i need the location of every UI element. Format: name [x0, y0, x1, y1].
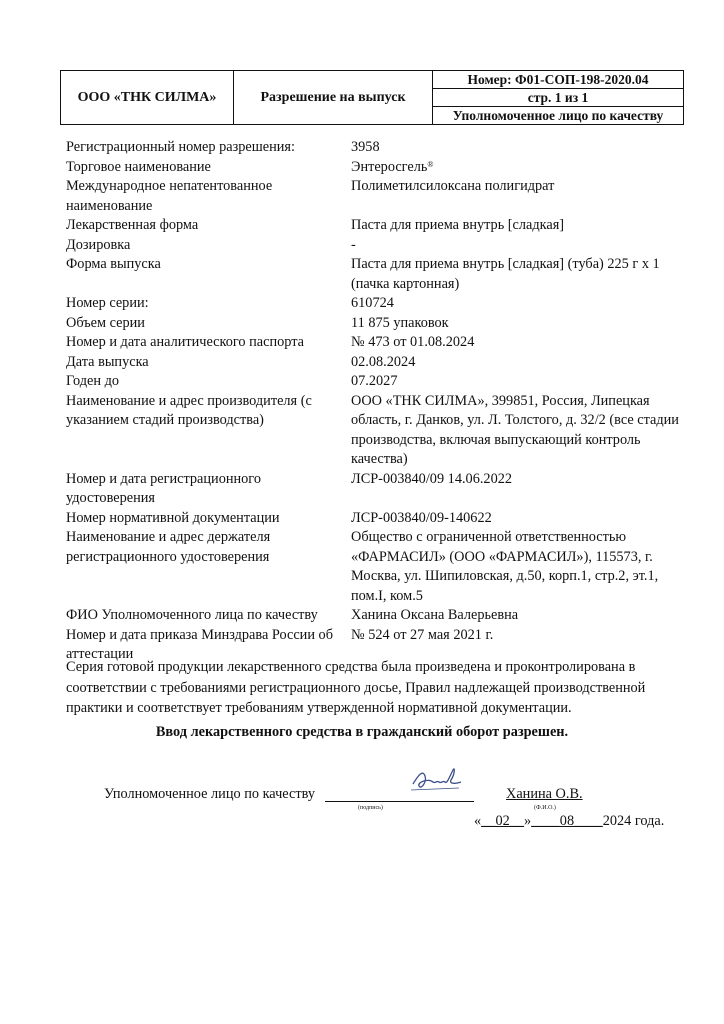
signature-line: [325, 801, 474, 802]
field-label: Номер и дата приказа Минздрава России об аттестации: [66, 626, 333, 662]
field-row: [66, 158, 686, 178]
signature-block: [104, 786, 704, 816]
field-value: № 473 от 01.08.2024: [351, 334, 475, 350]
field-row: [66, 606, 686, 626]
date-open-quote: «: [474, 813, 482, 829]
field-value: ООО «ТНК СИЛМА», 399851, Россия, Липецкая область, г. Данков, ул. Л. Толстого, д. 32/2 (все стадии производства, включая выпускающий контроль качества): [351, 392, 679, 467]
signatory-name: Ханина О.В.: [506, 786, 583, 802]
field-label: Номер и дата регистрационного удостоверения: [66, 470, 261, 506]
signature-caption: (подпись): [358, 805, 383, 811]
field-value: ЛСР-003840/09 14.06.2022: [351, 470, 513, 487]
field-row: [66, 392, 686, 470]
field-value: Паста для приема внутрь [сладкая]: [351, 217, 565, 233]
page-number: стр. 1 из 1: [433, 89, 684, 107]
field-label: Международное непатентованное наименование: [66, 178, 273, 214]
field-label: Форма выпуска: [66, 256, 161, 272]
document-title: Разрешение на выпуск: [234, 71, 433, 125]
field-row: [66, 372, 686, 392]
date-day: __02__: [481, 813, 525, 829]
field-row: [66, 177, 686, 216]
field-value: -: [351, 236, 356, 253]
field-row: [66, 509, 686, 529]
field-label: Дата выпуска: [66, 353, 149, 370]
field-label: Номер и дата аналитического паспорта: [66, 334, 304, 350]
field-value: 07.2027: [351, 373, 398, 389]
field-label: Номер серии:: [66, 295, 149, 311]
registered-mark: ®: [427, 159, 434, 169]
field-label: Регистрационный номер разрешения:: [66, 139, 295, 155]
field-value: 610724: [351, 295, 394, 311]
field-row: [66, 216, 686, 236]
field-row: [66, 236, 686, 256]
date-year: 2024 года.: [602, 813, 665, 829]
role-title: Уполномоченное лицо по качеству: [433, 107, 684, 125]
field-row: [66, 294, 686, 314]
field-value: ЛСР-003840/09-140622: [351, 509, 492, 526]
trade-name: Энтеросгель: [351, 158, 428, 175]
field-row: [66, 528, 686, 606]
signature-label: Уполномоченное лицо по качеству: [104, 786, 315, 802]
field-value: 11 875 упаковок: [351, 314, 449, 331]
field-value: 3958: [351, 139, 380, 155]
field-label: Объем серии: [66, 314, 145, 331]
field-row: [66, 470, 686, 509]
fields-list: [66, 138, 686, 665]
date-month: ____08____: [531, 813, 603, 829]
field-value: Ханина Оксана Валерьевна: [351, 607, 519, 623]
release-statement: Серия готовой продукции лекарственного средства была произведена и проконтролирована в соответствии с требованиями регистрационного досье, Правил надлежащей производственной практики и соответствует требованиям утвержденной нормативной документации.: [66, 659, 646, 716]
field-value: 02.08.2024: [351, 353, 416, 370]
field-value: Общество с ограниченной ответственностью «ФАРМАСИЛ» (ООО «ФАРМАСИЛ»), 115573, г. Москва, ул. Шипиловская, д.50, корп.1, стр.2, эт.1, пом.I, ком.5: [351, 529, 659, 604]
field-row: [66, 255, 686, 294]
name-caption: (Ф.И.О.): [534, 805, 556, 811]
document-number: Номер: Ф01-СОП-198-2020.04: [433, 71, 684, 89]
field-label: Наименование и адрес производителя (с указанием стадий производства): [66, 392, 312, 428]
field-row: [66, 333, 686, 353]
field-label: Лекарственная форма: [66, 217, 199, 233]
field-value: Паста для приема внутрь [сладкая] (туба) 225 г х 1 (пачка картонная): [351, 256, 660, 292]
field-row: [66, 138, 686, 158]
field-value: Полиметилсилоксана полигидрат: [351, 178, 555, 194]
field-label: Годен до: [66, 373, 120, 389]
header-table: [60, 70, 684, 125]
field-label: ФИО Уполномоченного лица по качеству: [66, 607, 318, 623]
field-label: Наименование и адрес держателя регистрационного удостоверения: [66, 529, 271, 565]
field-label: Дозировка: [66, 236, 131, 253]
signature-date: [474, 813, 664, 830]
field-label: Номер нормативной документации: [66, 509, 280, 526]
field-value: № 524 от 27 мая 2021 г.: [351, 626, 494, 643]
date-close-quote: »: [524, 813, 532, 829]
field-row: [66, 353, 686, 373]
field-row: [66, 314, 686, 334]
company-name: ООО «ТНК СИЛМА»: [61, 71, 234, 125]
field-label: Торговое наименование: [66, 158, 211, 175]
field-value: [351, 158, 686, 178]
release-conclusion: Ввод лекарственного средства в гражданский оборот разрешен.: [155, 724, 569, 740]
